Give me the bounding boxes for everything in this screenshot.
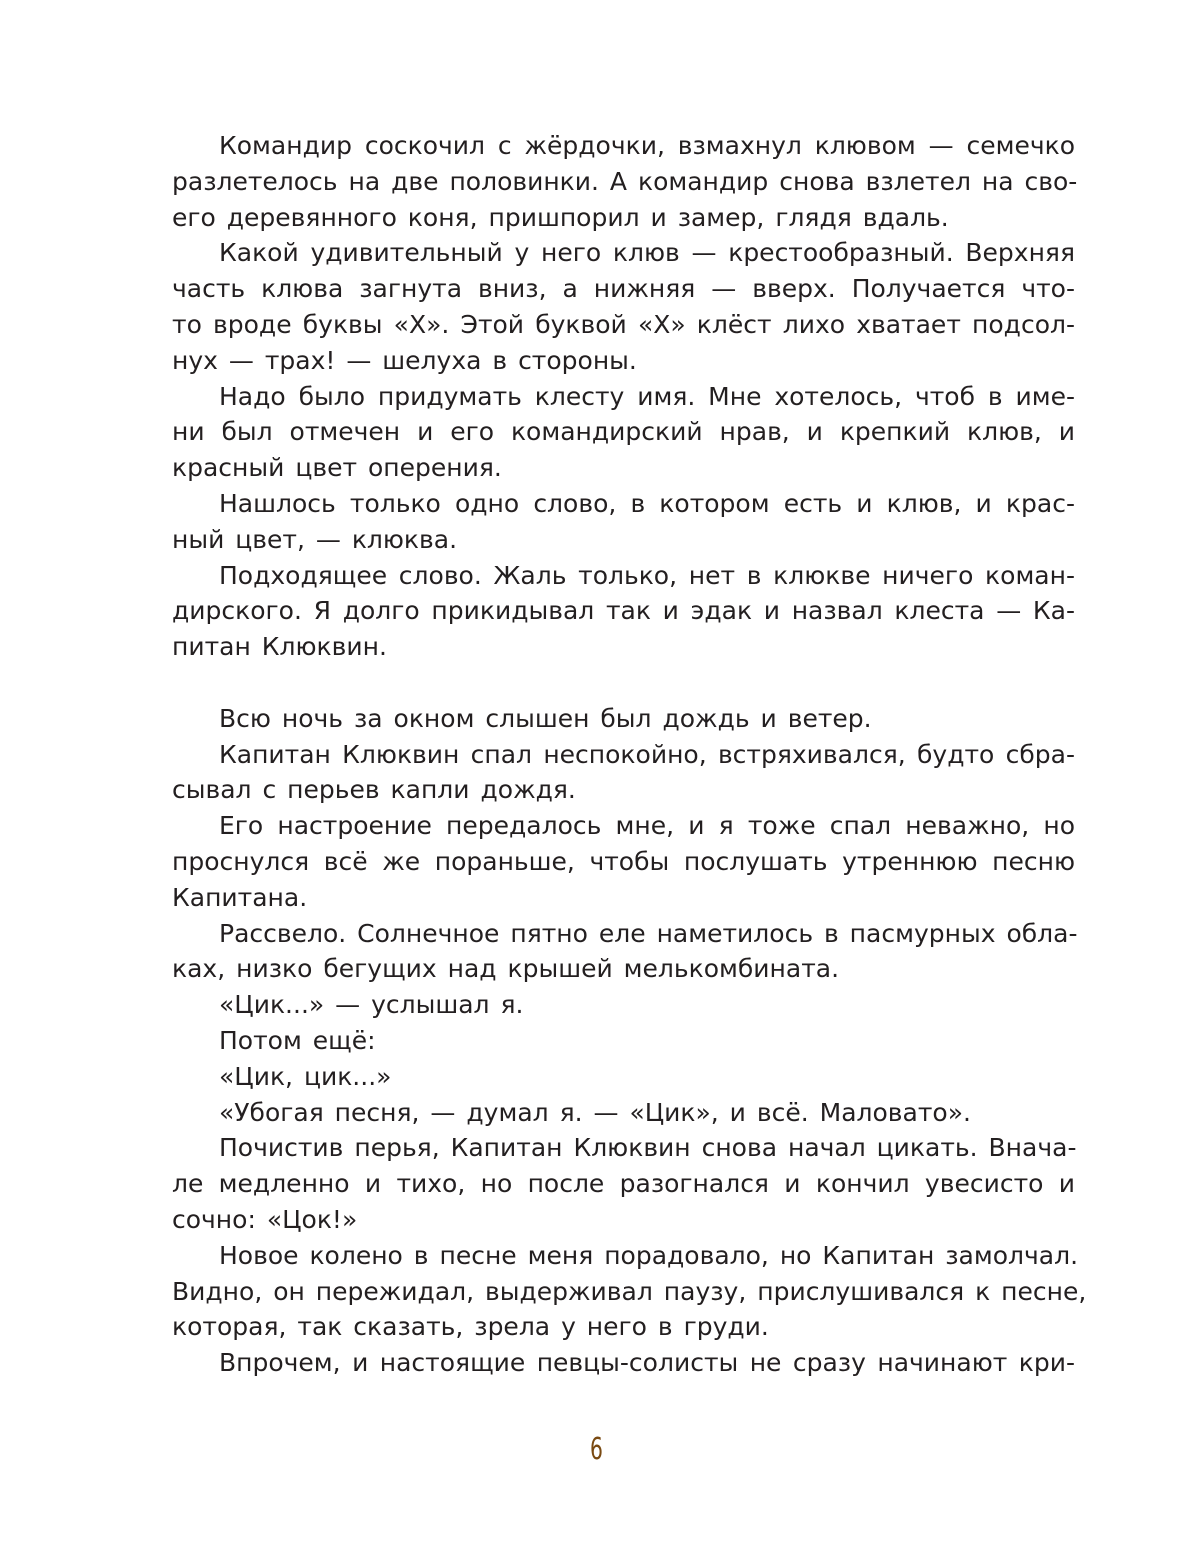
text-line: нух — трах! — шелуха в стороны. [172,345,637,375]
paragraph [172,1059,1075,1095]
section-break [172,665,1075,701]
page-number: 6 [590,1432,603,1467]
text-line: Командир соскочил с жёрдочки, взмахнул клювом — семечко [219,131,1075,160]
paragraph [172,701,1075,737]
paragraph [172,808,1075,915]
text-line: «Убогая песня, — думал я. — «Цик», и всё. Маловато». [219,1097,971,1127]
text-line: Нашлось только одно слово, в котором есть и клюв, и крас- [219,488,1075,518]
text-line: «Цик...» — услышал я. [219,990,524,1020]
text-line: Видно, он пережидал, выдерживал паузу, прислушивался к песне, [172,1276,1087,1306]
text-line: Подходящее слово. Жаль только, нет в клюкве ничего коман- [219,560,1075,590]
text-line: «Цик, цик...» [219,1061,392,1091]
paragraph [172,1345,1075,1381]
text-line: ле медленно и тихо, но после разогнался и кончил увесисто и [172,1169,1075,1199]
text-line: Впрочем, и настоящие певцы-солисты не сразу начинают кри- [219,1348,1075,1378]
text-line: Его настроение передалось мне, и я тоже спал неважно, но [219,811,1075,841]
text-line: ный цвет, — клюква. [172,524,458,554]
body-text [172,128,1087,1381]
text-line: Капитан Клюквин спал неспокойно, встряхивался, будто сбра- [219,739,1075,769]
paragraph [172,558,1075,665]
text-line: Надо было придумать клесту имя. Мне хотелось, чтоб в име- [219,381,1075,411]
text-line: которая, так сказать, зрела у него в груди. [172,1312,769,1342]
paragraph [172,235,1075,378]
text-line: часть клюва загнута вниз, а нижняя — вверх. Получается что- [172,274,1075,304]
text-line: ках, низко бегущих над крышей мелькомбината. [172,954,840,984]
text-line: питан Клюквин. [172,632,387,662]
text-line: ни был отмечен и его командирский нрав, и крепкий клюв, и [172,417,1075,447]
text-line: Рассвело. Солнечное пятно еле наметилось в пасмурных обла- [219,918,1078,948]
text-line: то вроде буквы «Х». Этой буквой «Х» клёст лихо хватает подсол- [172,309,1075,339]
text-line: Потом ещё: [219,1025,376,1055]
text-line: сочно: «Цок!» [172,1204,358,1234]
text-line: Новое колено в песне меня порадовало, но Капитан замолчал. [219,1240,1079,1270]
paragraph [172,1095,1075,1131]
text-line: Какой удивительный у него клюв — крестообразный. Верхняя [219,238,1075,268]
text-line: красный цвет оперения. [172,453,502,483]
text-line: Почистив перья, Капитан Клюквин снова начал цикать. Внача- [219,1133,1077,1163]
text-line: Всю ночь за окном слышен был дождь и ветер. [219,703,872,733]
paragraph [172,1130,1075,1237]
paragraph [172,486,1075,558]
paragraph [172,379,1075,486]
text-line: Капитана. [172,882,308,912]
text-line: проснулся всё же пораньше, чтобы послушать утреннюю песню [172,846,1075,876]
text-line: его деревянного коня, пришпорил и замер, глядя вдаль. [172,202,949,232]
paragraph [172,737,1075,809]
paragraph [172,128,1078,235]
paragraph [172,987,1075,1023]
text-line: дирского. Я долго прикидывал так и эдак и назвал клеста — Ка- [172,596,1075,626]
paragraph [172,1023,1075,1059]
paragraph [172,916,1078,988]
text-line: сывал с перьев капли дождя. [172,775,576,805]
text-line: разлетелось на две половинки. А командир снова взлетел на сво- [172,166,1078,196]
paragraph [172,1238,1087,1345]
